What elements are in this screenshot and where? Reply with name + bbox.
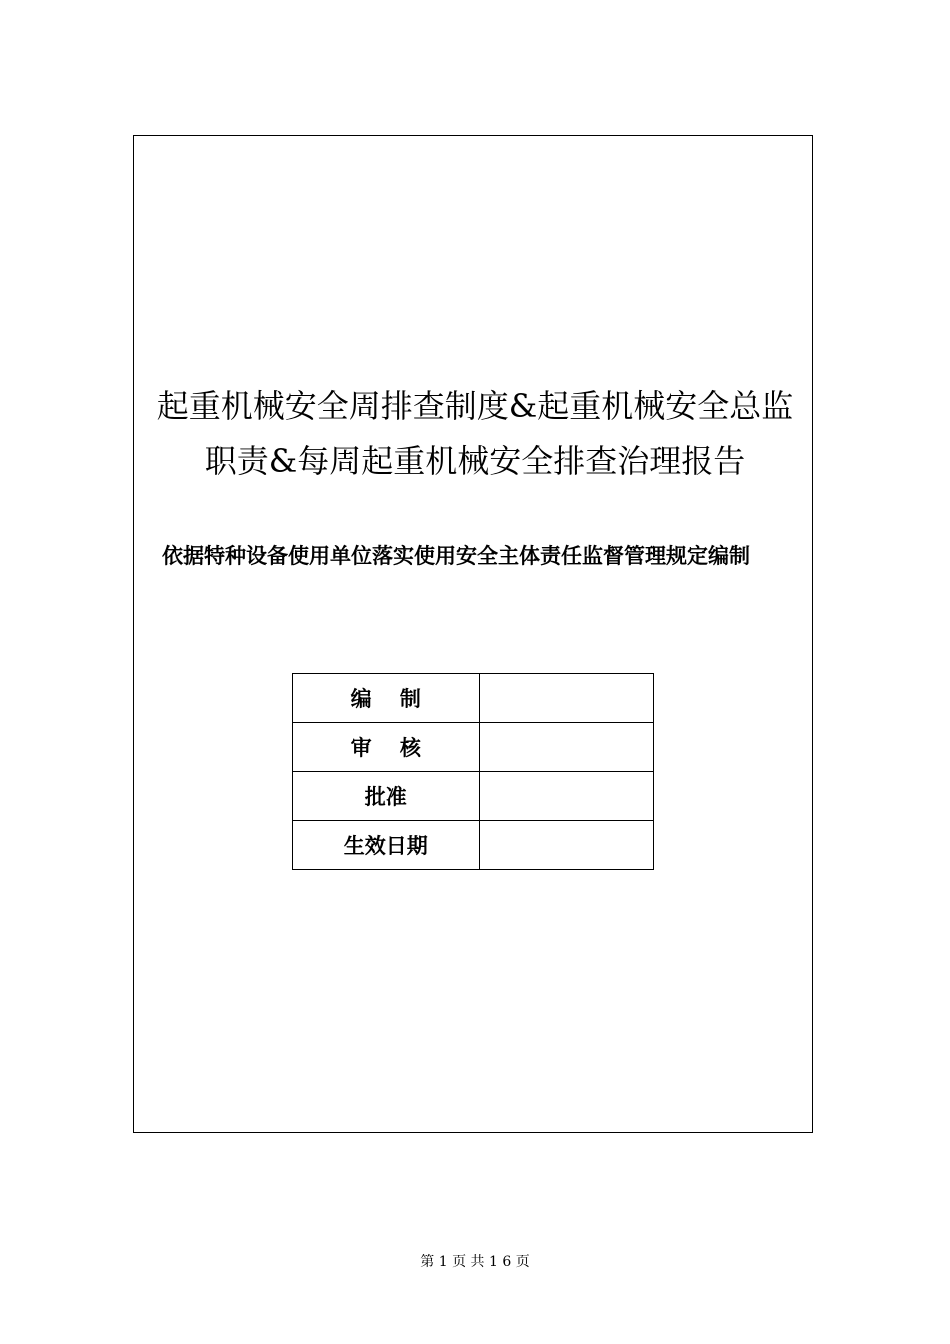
cover-frame: [133, 135, 813, 1133]
approve-label: 批准: [293, 772, 480, 821]
compile-label: 编 制: [293, 674, 480, 723]
review-value: [479, 723, 653, 772]
table-row-review: [293, 723, 654, 772]
table-row-effective-date: [293, 821, 654, 870]
effective-date-value: [479, 821, 653, 870]
page-number: 第 1 页 共 1 6 页: [420, 1254, 530, 1270]
table-row-approve: [293, 772, 654, 821]
document-title-line-1: 起重机械安全周排查制度&起重机械安全总监: [156, 387, 794, 425]
effective-date-label: 生效日期: [293, 821, 480, 870]
approve-value: [479, 772, 653, 821]
review-label: 审 核: [293, 723, 480, 772]
signoff-table: [292, 673, 654, 870]
document-subtitle: 依据特种设备使用单位落实使用安全主体责任监督管理规定编制: [162, 544, 750, 568]
compile-value: [479, 674, 653, 723]
table-row-compile: [293, 674, 654, 723]
document-title-line-2: 职责&每周起重机械安全排查治理报告: [204, 442, 746, 480]
